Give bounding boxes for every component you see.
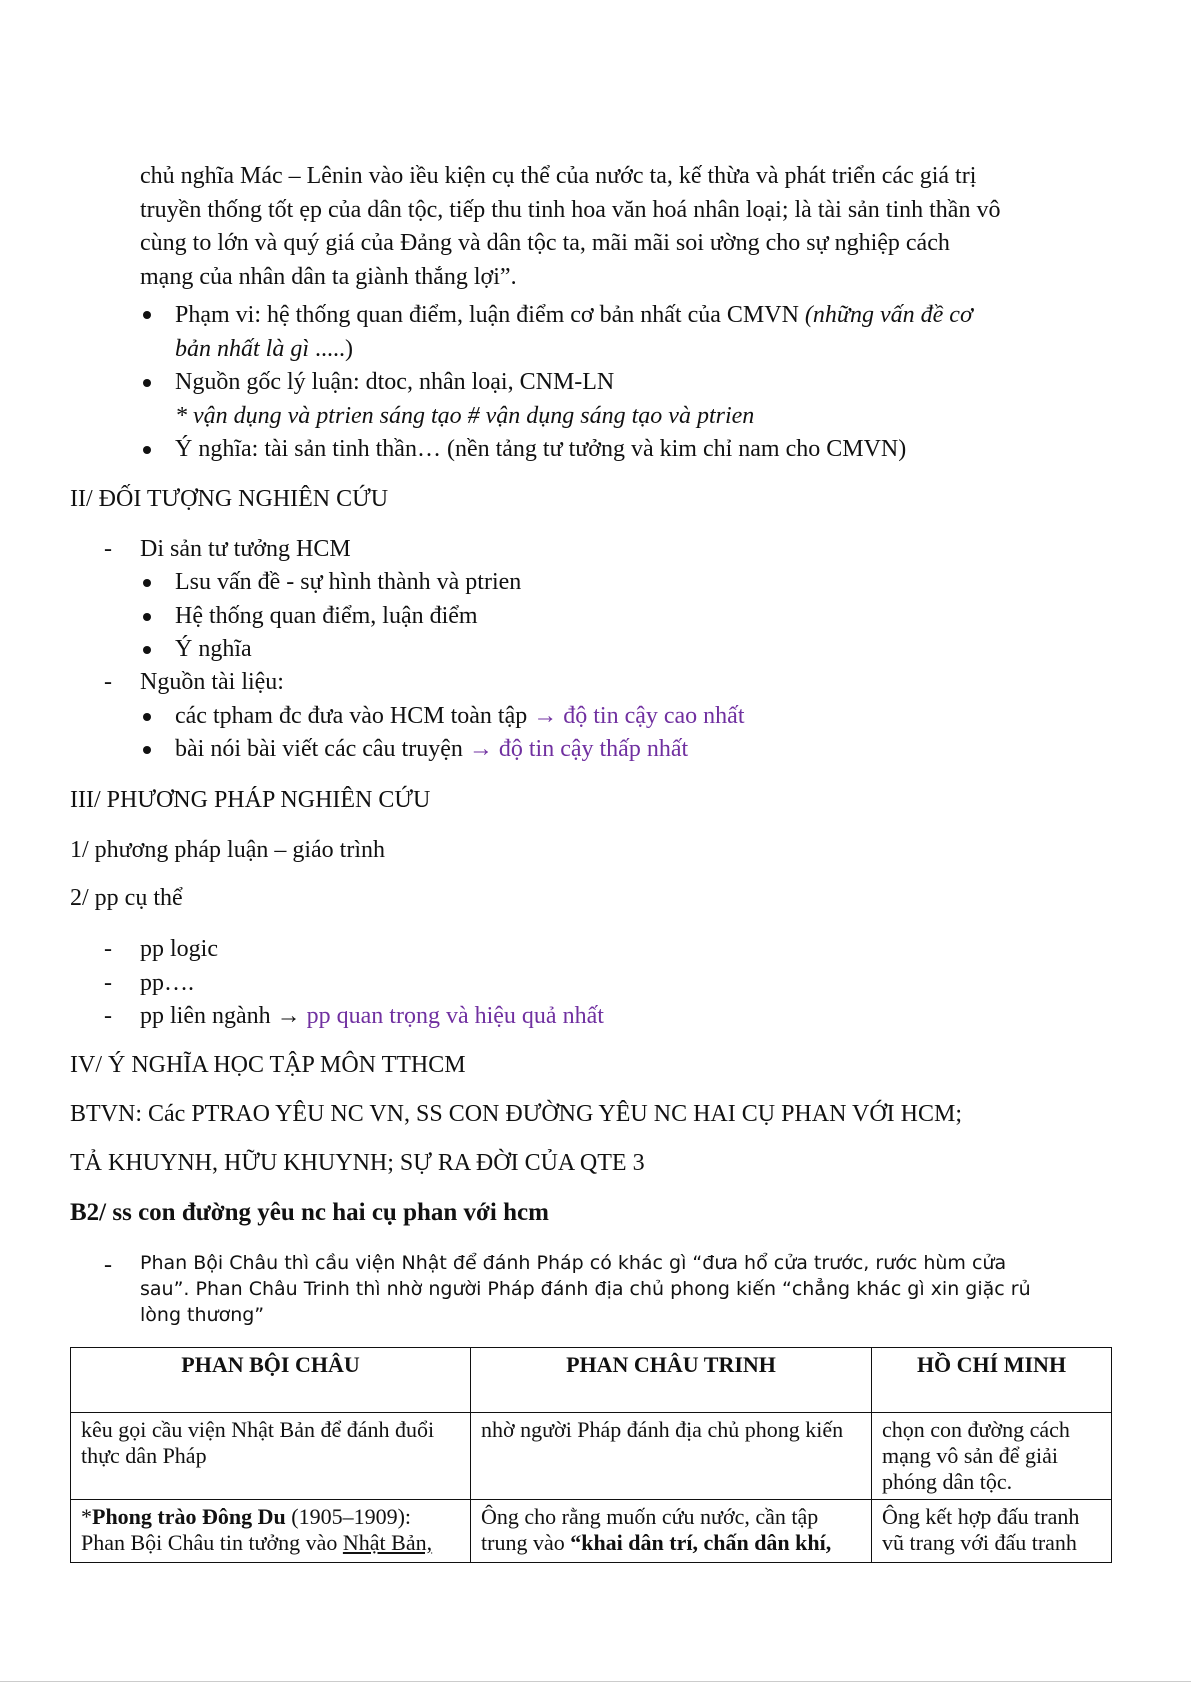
intro-line: chủ nghĩa Mác – Lênin vào iều kiện cụ thể của nước ta, kế thừa và phát triển các giá trị <box>140 163 977 189</box>
nhat-ban-underline: Nhật Bản, <box>342 1530 433 1555</box>
source-2-note: độ tin cậy thấp nhất <box>498 736 689 762</box>
table-cell: chọn con đường cách mạng vô sản để giải phóng dân tộc. <box>872 1413 1112 1500</box>
bullet-nguon-goc: Nguồn gốc lý luận: dtoc, nhân loại, CNM-LN <box>175 369 615 395</box>
pham-vi-italic: (những vấn đề cơ <box>804 302 973 328</box>
source-2-text: bài nói bài viết các câu truyện <box>175 736 463 762</box>
section-2-source-2 <box>175 733 688 766</box>
section-2-heading: II/ ĐỐI TƯỢNG NGHIÊN CỨU <box>70 486 389 512</box>
dash-marker: - <box>104 536 112 562</box>
pct-bold: “khai dân trí, chấn dân khí, <box>570 1530 832 1555</box>
pham-vi-tail: .....) <box>309 336 354 362</box>
comparison-table <box>70 1347 1112 1563</box>
pham-vi-italic-2: bản nhất là gì <box>175 336 310 362</box>
page-bottom-divider <box>0 1681 1191 1682</box>
section-3-sub-1: 1/ phương pháp luận – giáo trình <box>70 837 385 863</box>
section-4-heading: IV/ Ý NGHĨA HỌC TẬP MÔN TTHCM <box>70 1052 466 1078</box>
table-cell <box>471 1500 872 1563</box>
arrow-icon: → <box>533 703 558 729</box>
b2-heading: B2/ ss con đường yêu nc hai cụ phan với hcm <box>70 1199 549 1226</box>
bullet-icon <box>143 579 151 587</box>
intro-paragraph <box>140 160 1130 294</box>
dash-marker: - <box>104 936 112 962</box>
bullet-pham-vi <box>175 299 973 332</box>
bullet-y-nghia: Ý nghĩa: tài sản tinh thần… (nền tảng tư tưởng và kim chỉ nam cho CMVN) <box>175 436 907 462</box>
bullet-icon <box>143 646 151 654</box>
bullet-icon <box>143 713 151 721</box>
dong-du-label: Phong trào Đông Du <box>92 1504 286 1529</box>
section-3-sub-2: 2/ pp cụ thể <box>70 885 183 911</box>
table-cell: nhờ người Pháp đánh địa chủ phong kiến <box>471 1413 872 1500</box>
table-header-row <box>71 1348 1112 1413</box>
header-phan-boi-chau: PHAN BỘI CHÂU <box>71 1348 471 1413</box>
dash-marker: - <box>104 1003 112 1029</box>
table-cell: Ông kết hợp đấu tranh vũ trang với đấu tranh <box>872 1500 1112 1563</box>
pct-text: Ông cho rằng muốn cứu nước, cần tập trung vào <box>481 1504 819 1555</box>
header-ho-chi-minh: HỒ CHÍ MINH <box>872 1348 1112 1413</box>
dong-du-text: (1905–1909): Phan Bội Châu tin tưởng vào <box>81 1504 412 1555</box>
btvn-line-2: TẢ KHUYNH, HỮU KHUYNH; SỰ RA ĐỜI CỦA QTE 3 <box>70 1150 645 1176</box>
pham-vi-text: Phạm vi: hệ thống quan điểm, luận điểm cơ bản nhất của CMVN <box>175 302 799 328</box>
bullet-icon <box>143 746 151 754</box>
section-3-item-3 <box>140 1000 604 1033</box>
intro-line: cùng to lớn và quý giá của Đảng và dân tộc ta, mãi mãi soi ường cho sự nghiệp cách <box>140 230 950 256</box>
section-2-subitem: Hệ thống quan điểm, luận điểm <box>175 603 478 629</box>
b2-note-line: lòng thương” <box>140 1304 265 1326</box>
dash-marker: - <box>104 1252 112 1278</box>
source-1-text: các tpham đc đưa vào HCM toàn tập <box>175 703 528 729</box>
btvn-line-1: BTVN: Các PTRAO YÊU NC VN, SS CON ĐƯỜNG YÊU NC HAI CỤ PHAN VỚI HCM; <box>70 1101 962 1127</box>
section-3-item: pp…. <box>140 970 194 996</box>
source-1-note: độ tin cậy cao nhất <box>563 703 745 729</box>
bullet-icon <box>143 613 151 621</box>
star-marker: * <box>81 1504 92 1529</box>
dash-marker: - <box>104 970 112 996</box>
table-row <box>71 1413 1112 1500</box>
bullet-icon <box>143 311 151 319</box>
section-3-heading: III/ PHƯƠNG PHÁP NGHIÊN CỨU <box>70 787 431 813</box>
item-3-text: pp liên ngành <box>140 1003 271 1029</box>
section-2-subitem: Ý nghĩa <box>175 636 252 662</box>
bullet-icon <box>143 379 151 387</box>
intro-line: truyền thống tốt ẹp của dân tộc, tiếp thu tinh hoa văn hoá nhân loại; là tài sản tinh thần vô <box>140 196 1001 223</box>
b2-note-line: sau”. Phan Châu Trinh thì nhờ người Pháp đánh địa chủ phong kiến “chẳng khác gì xin giặc rủ <box>140 1278 1031 1300</box>
section-2-item-1: Di sản tư tưởng HCM <box>140 536 351 562</box>
section-3-item: pp logic <box>140 936 218 962</box>
nguon-goc-note: * vận dụng và ptrien sáng tạo # vận dụng sáng tạo và ptrien <box>175 403 755 429</box>
section-2-subitem: Lsu vấn đề - sự hình thành và ptrien <box>175 569 522 595</box>
b2-note-line: Phan Bội Châu thì cầu viện Nhật để đánh Pháp có khác gì “đưa hổ cửa trước, rước hùm cửa <box>140 1252 1007 1274</box>
bullet-icon <box>143 446 151 454</box>
table-row <box>71 1500 1112 1563</box>
intro-line: mạng của nhân dân ta giành thắng lợi”. <box>140 263 517 290</box>
arrow-icon: → <box>468 736 493 762</box>
table-cell <box>71 1500 471 1563</box>
arrow-icon: → <box>276 1003 301 1029</box>
dash-marker: - <box>104 669 112 695</box>
item-3-note: pp quan trọng và hiệu quả nhất <box>306 1003 604 1029</box>
table-cell: kêu gọi cầu viện Nhật Bản để đánh đuổi thực dân Pháp <box>71 1413 471 1500</box>
section-2-item-2: Nguồn tài liệu: <box>140 669 284 695</box>
section-2-source-1 <box>175 700 745 733</box>
bullet-pham-vi-cont <box>175 333 353 366</box>
header-phan-chau-trinh: PHAN CHÂU TRINH <box>471 1348 872 1413</box>
